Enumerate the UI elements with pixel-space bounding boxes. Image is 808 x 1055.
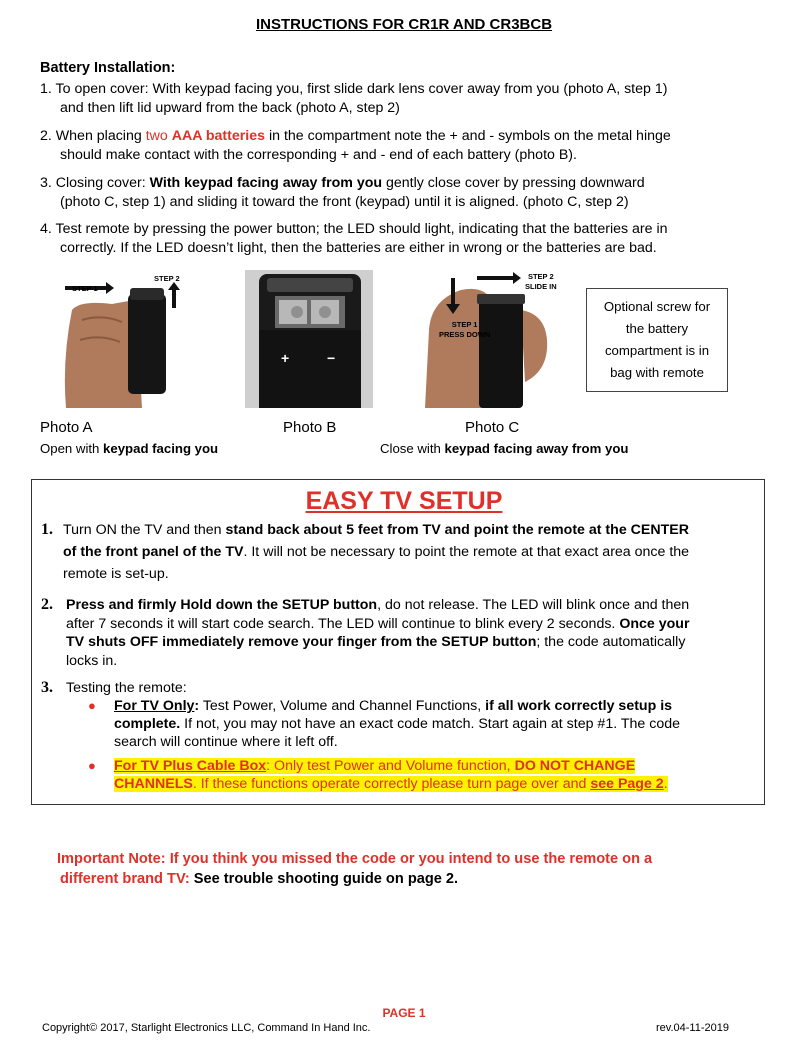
photo-b-illustration: [245, 270, 373, 408]
important-line-1: Important Note: If you think you missed the code or you intend to use the remote on a: [57, 851, 653, 867]
b2-end: .: [663, 776, 668, 792]
photo-b-label: Photo B: [283, 419, 337, 436]
photo-a-step-1: STEP 1: [72, 284, 98, 293]
copyright: Copyright© 2017, Starlight Electronics LLC, Command In Hand Inc.: [42, 1022, 371, 1034]
b2-bold-2: CHANNELS: [114, 776, 193, 792]
screw-note-box: [586, 288, 728, 392]
s1-bold-1: stand back about 5 feet from TV and point the remote at the CENTER: [225, 522, 689, 538]
document-title: INSTRUCTIONS FOR CR1R AND CR3BCB: [255, 16, 553, 33]
s2-line-b-bold: Once your: [619, 615, 690, 632]
b2-bold: DO NOT CHANGE: [514, 758, 636, 774]
note-line-3: compartment is in: [604, 343, 710, 358]
b2-text: : Only test Power and Volume function,: [266, 758, 515, 774]
step-3-post: gently close cover by pressing downward: [382, 175, 645, 191]
s1-post: . It will not be necessary to point the remote at that exact area once the: [243, 544, 690, 560]
step-4-line-b: correctly. If the LED doesn’t light, then the batteries are either in wrong or the batteries are bad.: [60, 240, 657, 256]
photo-c-slide-in: SLIDE IN: [525, 282, 557, 291]
see-page-2-link[interactable]: see Page 2: [590, 776, 664, 792]
note-line-4: bag with remote: [610, 365, 704, 380]
b1-line-c: search will continue where it left off.: [114, 734, 338, 750]
photo-c-press-label: [439, 320, 490, 340]
revision: rev.04-11-2019: [656, 1022, 729, 1034]
page-number: PAGE 1: [382, 1006, 426, 1020]
setup-step-2: [66, 596, 761, 670]
battery-step-3: [40, 174, 760, 212]
step-2-pre: 2. When placing: [40, 128, 146, 144]
important-line-2-black: See trouble shooting guide on page 2.: [193, 871, 459, 887]
setup-step-3: Testing the remote:: [66, 680, 187, 696]
note-line-1: Optional screw for: [603, 299, 711, 314]
easy-setup-title: EASY TV SETUP: [305, 487, 503, 515]
s2-line-c-bold: TV shuts OFF immediately remove your finger from the SETUP button: [66, 634, 537, 650]
s2-line-d: locks in.: [66, 652, 118, 669]
bullet-2-dot: ●: [88, 758, 96, 773]
step-3-line-b: (photo C, step 1) and sliding it toward the front (keypad) until it is aligned. (photo C, step 2): [60, 194, 629, 210]
s1-pre: Turn ON the TV and then: [63, 522, 226, 538]
setup-step-1-number: 1.: [41, 521, 53, 538]
bullet-tv-only: [114, 697, 754, 751]
photo-a-label: Photo A: [40, 419, 93, 436]
photo-b: [245, 270, 373, 408]
s2-post: , do not release. The LED will blink once and then: [377, 597, 690, 613]
s2-line-c-post: ; the code automatically: [536, 634, 686, 650]
important-line-2-red: different brand TV:: [60, 871, 194, 887]
cap-c-bold: keypad facing away from you: [444, 441, 629, 456]
b1-colon: :: [194, 698, 200, 714]
battery-step-1: [40, 80, 760, 118]
setup-step-2-number: 2.: [41, 596, 53, 613]
step-1-line-b: and then lift lid upward from the back (photo A, step 2): [60, 100, 400, 116]
s1-bold-2: of the front panel of the TV: [63, 544, 244, 560]
setup-step-3-number: 3.: [41, 679, 53, 696]
b1-label: For TV Only: [114, 698, 195, 714]
b2-post: . If these functions operate correctly please turn page over and: [192, 776, 591, 792]
cap-a-pre: Open with: [40, 441, 104, 456]
photo-c-label: Photo C: [465, 419, 520, 436]
battery-step-4: [40, 220, 760, 258]
s2-bold: Press and firmly Hold down the SETUP button: [66, 597, 378, 613]
step-2-line-b: should make contact with the corresponding + and - end of each battery (photo B).: [60, 147, 577, 163]
photo-b-minus: −: [327, 350, 336, 366]
photo-b-plus: +: [281, 350, 290, 366]
cap-a-bold: keypad facing you: [103, 441, 219, 456]
s1-line-c: remote is set-up.: [63, 566, 169, 582]
photo-c-caption: [380, 441, 628, 456]
battery-step-2: [40, 127, 760, 165]
bullet-1-dot: ●: [88, 698, 96, 713]
b1-post: If not, you may not have an exact code match. Start again at step #1. The code: [180, 716, 680, 732]
photo-a-step-2: STEP 2: [154, 274, 180, 283]
b1-bold: if all work correctly setup is: [485, 698, 673, 714]
photo-c: [421, 270, 567, 408]
step-2-two: two: [145, 128, 168, 144]
step-1-line-a: 1. To open cover: With keypad facing you, first slide dark lens cover away from you (photo A, step 1): [40, 81, 668, 97]
cap-c-pre: Close with: [380, 441, 445, 456]
b1-bold-2: complete.: [114, 716, 181, 732]
important-note: [57, 849, 757, 889]
setup-step-1: [63, 521, 758, 584]
photo-c-press-down: PRESS DOWN: [439, 330, 491, 339]
step-2-aaa: AAA batteries: [171, 128, 266, 144]
b1-text: Test Power, Volume and Channel Functions,: [199, 698, 486, 714]
battery-heading: Battery Installation:: [40, 60, 176, 76]
photo-a-caption: [40, 441, 218, 456]
note-line-2: the battery: [625, 321, 689, 336]
photo-a: [62, 270, 190, 408]
s2-line-b: after 7 seconds it will start code search. The LED will continue to blink every 2 seconds.: [66, 615, 620, 632]
step-4-line-a: 4. Test remote by pressing the power button; the LED should light, indicating that the batteries are in: [40, 221, 668, 237]
step-3-pre: 3. Closing cover:: [40, 175, 150, 191]
step-2-post: in the compartment note the + and - symbols on the metal hinge: [265, 128, 671, 144]
b2-label: For TV Plus Cable Box: [114, 758, 267, 774]
step-3-bold: With keypad facing away from you: [149, 175, 383, 191]
bullet-tv-cable: [114, 757, 754, 793]
photo-c-step-2: STEP 2: [527, 272, 554, 281]
photo-c-step-1: STEP 1: [451, 320, 478, 329]
photo-c-slide-label: [525, 272, 557, 292]
